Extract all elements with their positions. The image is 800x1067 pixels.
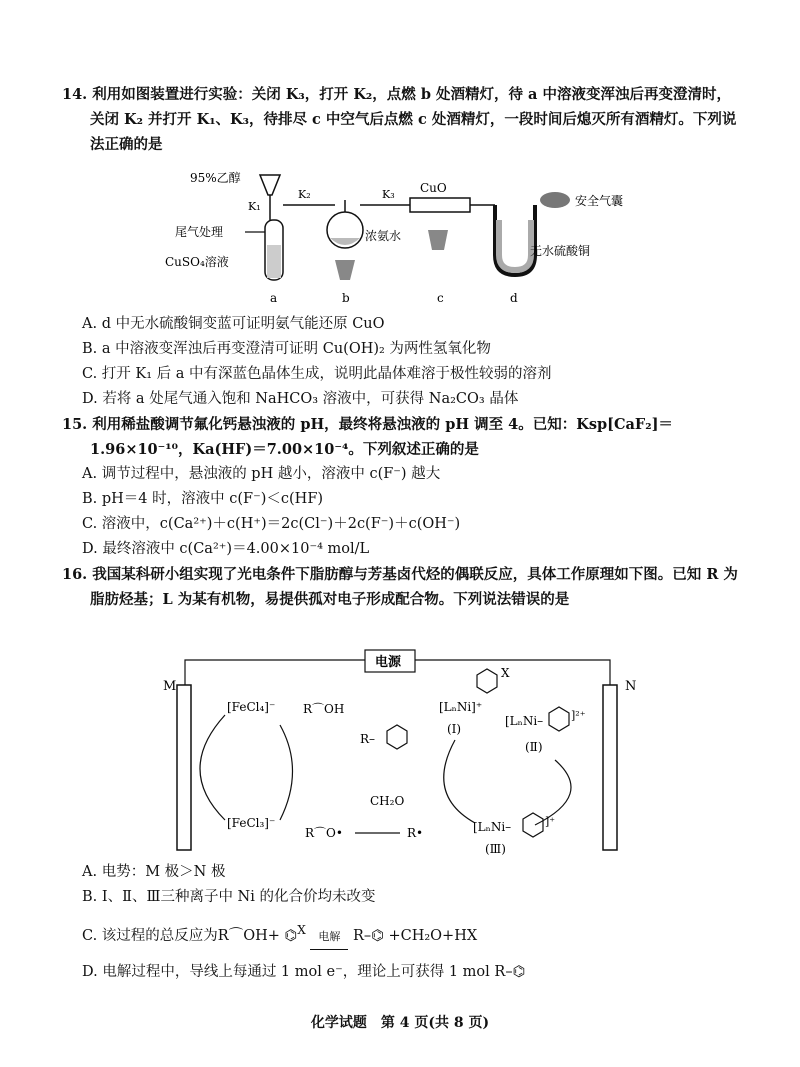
question-15-stem: 15. 利用稀盐酸调节氟化钙悬浊液的 pH，最终将悬浊液的 pH 调至 4。已知：Ksp[CaF₂]＝1.96×10⁻¹⁰，Ka(HF)＝7.00×10⁻⁴。下列叙述正确的是 [62,416,673,458]
power-label: 电源 [375,655,402,670]
ro-label: R⌒O• [305,826,343,840]
label-a: a [270,291,278,305]
anhydrous-label: 无水硫酸铜 [530,244,591,258]
q16-c-x: X [297,923,306,937]
label-d: d [510,291,518,305]
benzene-ring-icon: ⌬ [284,927,298,944]
q15-option-c[interactable]: C. 溶液中，c(Ca²⁺)＋c(H⁺)＝2c(Cl⁻)＋2c(F⁻)＋c(OH⁻) [82,516,461,532]
rdot-label: R• [407,826,424,840]
q14-option-a[interactable]: A. d 中无水硫酸铜变蓝可证明氨气能还原 CuO [82,316,385,332]
q16-c-post: +CH₂O+HX [388,927,478,944]
q15-option-a[interactable]: A. 调节过程中，悬浊液的 pH 越小，溶液中 c(F⁻) 越大 [82,466,441,482]
q16-option-a[interactable]: A. 电势：M 极＞N 极 [82,864,226,880]
q16-c-pre: C. 该过程的总反应为R⌒OH+ [82,927,280,944]
question-16 [62,562,742,612]
i-label: (Ⅰ) [447,722,462,736]
ammonia-label: 浓氨水 [365,229,402,243]
cuo-label: CuO [420,181,447,195]
question-14-stem: 14. 利用如图装置进行实验：关闭 K₃，打开 K₂，点燃 b 处酒精灯，待 a 中溶液变浑浊后再变澄清时，关闭 K₂ 并打开 K₁、K₃，待排尽 c 中空气后点燃 c 处酒精灯，一段时间后熄灭所有酒精灯。下列说法正确的是 [62,86,737,153]
iii-label: (Ⅲ) [485,842,506,856]
k1-label: K₁ [248,200,261,213]
q16-option-c[interactable] [62,918,742,950]
charge2-label: ]²⁺ [571,709,586,722]
airbag-label: 安全气囊 [575,194,624,208]
label-b: b [342,291,350,305]
ii-label: (Ⅱ) [525,740,543,754]
q16-option-d[interactable] [62,960,742,985]
q15-option-b[interactable]: B. pH＝4 时，溶液中 c(F⁻)＜c(HF) [82,491,324,507]
q14-option-b[interactable]: B. a 中溶液变浑浊后再变澄清可证明 Cu(OH)₂ 为两性氢氧化物 [82,341,491,357]
x-label: X [501,666,510,680]
label-c: c [437,291,444,305]
q16-c-mid: R– [353,927,372,944]
question-14 [62,82,742,157]
q16-option-b[interactable]: B. Ⅰ、Ⅱ、Ⅲ三种离子中 Ni 的化合价均未改变 [82,889,376,905]
k3-label: K₃ [382,188,395,201]
benzene-ring-icon-3: ⌬ [512,963,526,980]
question-14-options [62,312,742,412]
q15-option-d[interactable]: D. 最终溶液中 c(Ca²⁺)＝4.00×10⁻⁴ mol/L [82,541,370,557]
q14-option-d[interactable]: D. 若将 a 处尾气通入饱和 NaHCO₃ 溶液中，可获得 Na₂CO₃ 晶体 [82,391,519,407]
fecl4-label: [FeCl₄]⁻ [227,700,276,714]
lniph2-label: [LₙNi– [505,714,544,728]
question-16-stem: 16. 我国某科研小组实现了光电条件下脂肪醇与芳基卤代烃的偶联反应，具体工作原理如下图。已知 R 为脂肪烃基；L 为某有机物，易提供孤对电子形成配合物。下列说法错误的是 [62,566,738,608]
q16-d-text: D. 电解过程中，导线上每通过 1 mol e⁻，理论上可获得 1 mol R– [82,963,513,980]
n-label: N [625,679,637,694]
page-footer: 化学试题 第 4 页(共 8 页) [310,1015,490,1031]
tail-label: 尾气处理 [175,225,224,239]
fecl3-label: [FeCl₃]⁻ [227,816,276,830]
q16-c-arrow: 电解 [310,924,348,950]
ch2o-label: CH₂O [370,794,405,808]
m-label: M [163,679,177,694]
ethanol-label: 95%乙醇 [190,171,241,185]
q14-option-c[interactable]: C. 打开 K₁ 后 a 中有深蓝色晶体生成，说明此晶体难溶于极性较弱的溶剂 [82,366,552,382]
lni-label: [LₙNi]⁺ [439,700,483,714]
charge1-label: ]⁺ [545,815,556,828]
question-16-options [62,860,742,985]
cuso4-label: CuSO₄溶液 [165,255,229,269]
roh-label: R⌒OH [303,702,345,716]
question-15 [62,412,742,562]
rph-label: R– [360,732,376,746]
k2-label: K₂ [298,188,311,201]
electrolysis-diagram [155,645,645,860]
apparatus-figure [150,160,670,310]
lniph1-label: [LₙNi– [473,820,512,834]
benzene-ring-icon-2: ⌬ [371,927,384,944]
